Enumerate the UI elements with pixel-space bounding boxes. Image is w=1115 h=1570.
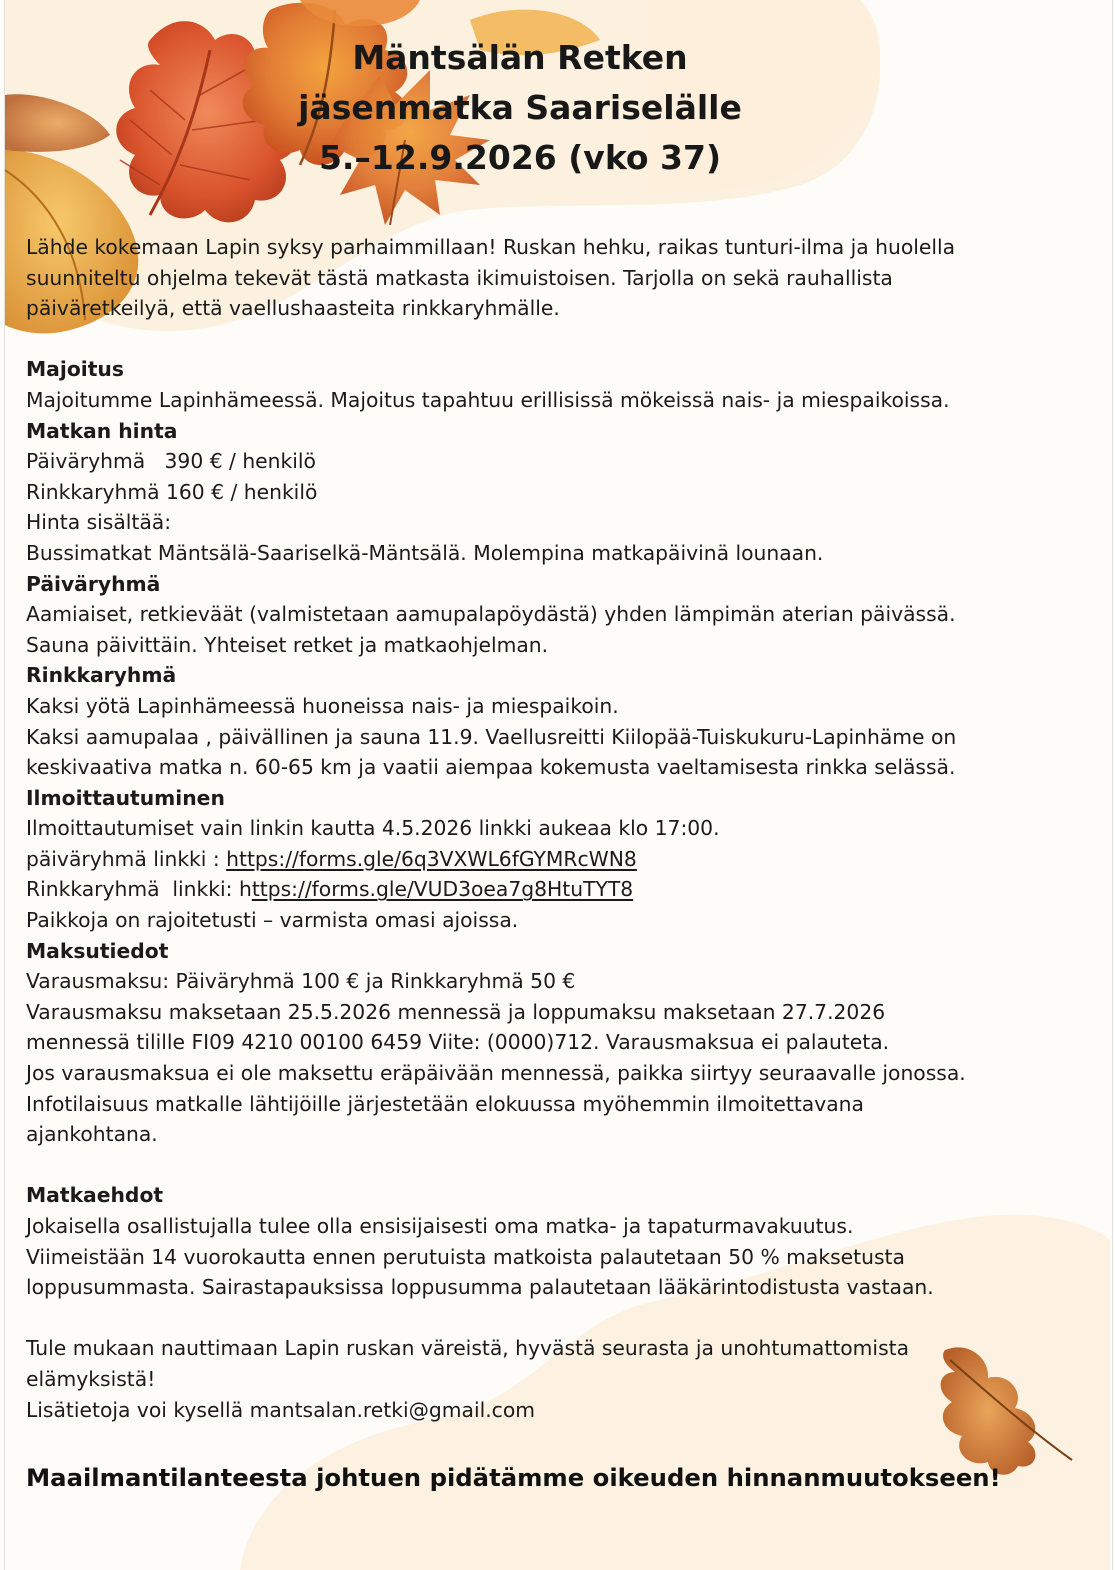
spacer — [26, 324, 1096, 355]
terms-text: Jokaisella osallistujalla tulee olla ensisijaisesti oma matka- ja tapaturmavakuutus. — [26, 1214, 854, 1238]
terms-text: Viimeistään 14 vuorokautta ennen perutuista matkoista palautetaan 50 % maksetusta — [26, 1244, 905, 1269]
intro-text: Lähde kokemaan Lapin syksy parhaimmillaan! Ruskan hehku, raikas tunturi-ilma ja huolella — [26, 235, 956, 259]
registration-rinkkaryhma-row — [26, 874, 1096, 905]
intro-text: päiväretkeilyä, että vaellushaasteita rinkkaryhmälle. — [26, 296, 560, 321]
section-heading-matkaehdot: Matkaehdot — [26, 1183, 164, 1208]
terms-text: loppusummasta. Sairastapauksissa loppusumma palautetaan lääkärintodistusta vastaan. — [26, 1275, 934, 1300]
title-line: 5.–12.9.2026 (vko 37) — [318, 138, 722, 177]
rinkkaryhma-text: keskivaativa matka n. 60-65 km ja vaatii aiempaa kokemusta vaeltamisesta rinkka selässä. — [26, 755, 956, 780]
payment-text: Infotilaisuus matkalle lähtijöille järjestetään elokuussa myöhemmin ilmoitettavana — [26, 1091, 864, 1116]
intro-text: suunniteltu ohjelma tekevät tästä matkasta ikimuistoisen. Tarjolla on sekä rauhallista — [26, 265, 893, 290]
registration-paivaryhma-label: päiväryhmä linkki : — [26, 846, 227, 871]
price-rinkkaryhma: Rinkkaryhmä 160 € / henkilö — [26, 479, 318, 504]
outro-text: Tule mukaan nauttimaan Lapin ruskan väreistä, hyvästä seurasta ja unohtumattomista — [26, 1336, 910, 1361]
title-line: jäsenmatka Saariselälle — [298, 88, 742, 127]
payment-text: Jos varausmaksua ei ole maksettu eräpäivään mennessä, paikka siirtyy seuraavalle jonossa. — [26, 1061, 966, 1086]
section-heading-ilmoittautuminen: Ilmoittautuminen — [26, 785, 225, 810]
page-title — [220, 33, 820, 183]
registration-text: Ilmoittautumiset vain linkin kautta 4.5.2026 linkki aukeaa klo 17:00. — [26, 816, 720, 841]
closing-notice: Maailmantilanteesta johtuen pidätämme oikeuden hinnanmuutokseen! — [26, 1463, 1001, 1492]
spacer — [26, 1150, 1096, 1181]
paivaryhma-text: Aamiaiset, retkieväät (valmistetaan aamupalapöydästä) yhden lämpimän aterian päivässä. — [26, 602, 956, 627]
rinkkaryhma-text: Kaksi aamupalaa , päivällinen ja sauna 11.9. Vaellusreitti Kiilopää-Tuiskukuru-Lapinhäme on — [26, 724, 957, 749]
spacer — [26, 1303, 1096, 1334]
payment-text: Varausmaksu: Päiväryhmä 100 € ja Rinkkaryhmä 50 € — [26, 969, 576, 994]
price-paivaryhma: Päiväryhmä 390 € / henkilö — [26, 449, 316, 474]
document-body — [26, 232, 1096, 1425]
section-heading-maksutiedot: Maksutiedot — [26, 938, 169, 963]
payment-text: ajankohtana. — [26, 1122, 158, 1147]
price-includes-label: Hinta sisältää: — [26, 510, 172, 535]
registration-note: Paikkoja on rajoitetusti – varmista omasi ajoissa. — [26, 908, 519, 933]
paivaryhma-form-link[interactable]: https://forms.gle/6q3VXWL6fGYMRcWN8 — [226, 846, 637, 871]
title-line: Mäntsälän Retken — [352, 38, 688, 77]
section-heading-paivaryhma: Päiväryhmä — [26, 571, 161, 596]
rinkkaryhma-form-link[interactable]: ttps://forms.gle/VUD3oea7g8HtuTYT8 — [251, 877, 634, 902]
registration-rinkkaryhma-label: Rinkkaryhmä linkki: h — [26, 877, 252, 902]
section-heading-matkan-hinta: Matkan hinta — [26, 418, 178, 443]
section-heading-majoitus: Majoitus — [26, 357, 124, 382]
outro-text: elämyksistä! — [26, 1366, 156, 1391]
registration-paivaryhma-row — [26, 844, 1096, 875]
majoitus-text: Majoitumme Lapinhämeessä. Majoitus tapahtuu erillisissä mökeissä nais- ja miespaikoissa. — [26, 387, 950, 412]
payment-text: Varausmaksu maksetaan 25.5.2026 mennessä ja loppumaksu maksetaan 27.7.2026 — [26, 999, 886, 1024]
section-heading-rinkkaryhma: Rinkkaryhmä — [26, 663, 177, 688]
contact-email: Lisätietoja voi kysellä mantsalan.retki@gmail.com — [26, 1397, 535, 1422]
paivaryhma-text: Sauna päivittäin. Yhteiset retket ja matkaohjelman. — [26, 632, 549, 657]
price-includes-text: Bussimatkat Mäntsälä-Saariselkä-Mäntsälä. Molempina matkapäivinä lounaan. — [26, 540, 824, 565]
rinkkaryhma-text: Kaksi yötä Lapinhämeessä huoneissa nais- ja miespaikoin. — [26, 693, 619, 718]
payment-text: mennessä tilille FI09 4210 00100 6459 Viite: (0000)712. Varausmaksua ei palauteta. — [26, 1030, 890, 1055]
